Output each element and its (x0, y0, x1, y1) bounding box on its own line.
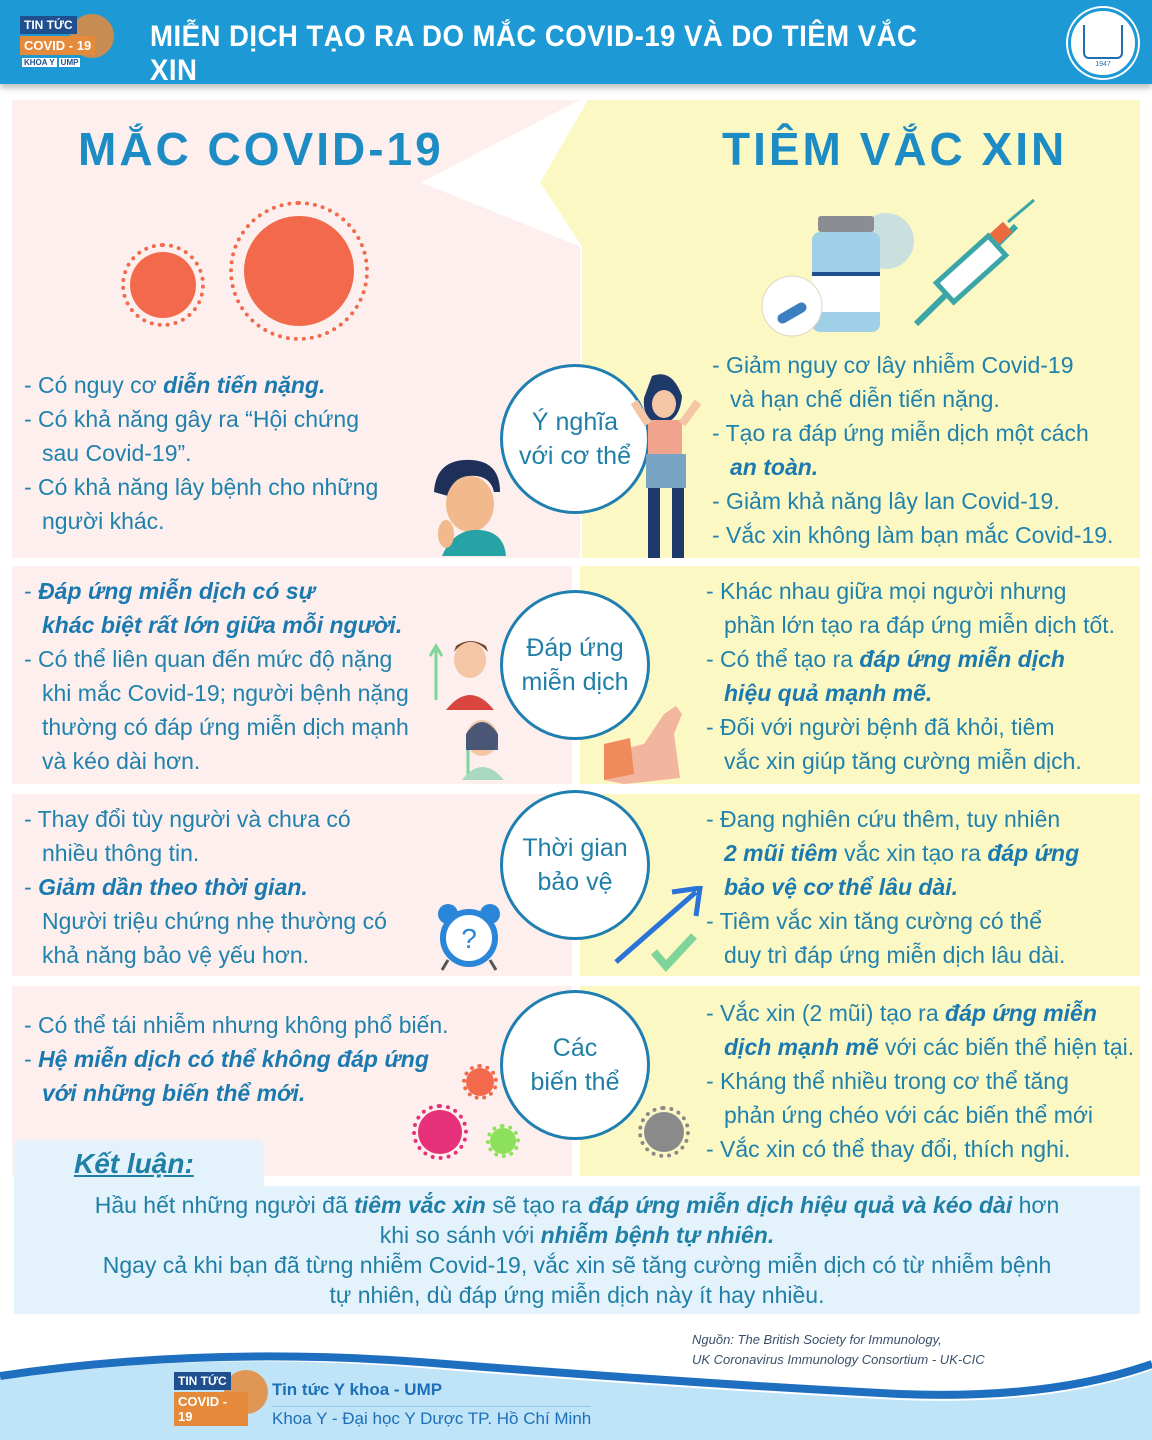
list-item (706, 836, 1079, 870)
list-item: khả năng bảo vệ yếu hơn. (42, 942, 310, 968)
label-line-1: Ý nghĩa (531, 408, 619, 436)
row-2-left-text (24, 574, 409, 778)
row-1-left-text (24, 368, 378, 538)
text-emphasis: đáp ứng miễn (945, 1000, 1097, 1026)
text-emphasis: khác biệt rất lớn giữa mỗi người. (42, 612, 403, 638)
text-plain: - Vắc xin (2 mũi) tạo ra (706, 1000, 946, 1026)
header-banner (0, 0, 1152, 87)
text-emphasis: với những biến thể mới. (42, 1080, 306, 1106)
list-item: - Tiêm vắc xin tăng cường có thể (706, 908, 1043, 934)
badge-line-2: COVID - 19 (20, 36, 95, 55)
list-item: và hạn chế diễn tiến nặng. (730, 386, 1000, 412)
row-4-right-text (706, 996, 1134, 1166)
row-4-label-circle (500, 990, 650, 1140)
list-item: - Tạo ra đáp ứng miễn dịch một cách (712, 420, 1089, 446)
text-emphasis: nhiễm bệnh tự nhiên. (540, 1222, 775, 1248)
row-2-right-text (706, 574, 1115, 778)
source-line-2: UK Coronavirus Immunology Consortium - UK-CIC (692, 1352, 985, 1367)
label-line-1: Thời gian (522, 834, 628, 862)
left-column-title: MẮC COVID-19 (78, 123, 444, 175)
text-emphasis: Giảm dần theo thời gian. (38, 874, 308, 900)
text-emphasis: Hệ miễn dịch có thể không đáp ứng (38, 1046, 429, 1072)
list-item: - Khác nhau giữa mọi người nhưng (706, 578, 1067, 604)
label-line-1: Các (552, 1034, 598, 1062)
label-line-1: Đáp ứng (526, 634, 624, 662)
list-item: vắc xin giúp tăng cường miễn dịch. (724, 748, 1082, 774)
source-line-1: Nguồn: The British Society for Immunology, (692, 1332, 942, 1347)
label-line-2: miễn dịch (521, 668, 629, 696)
text-emphasis: dịch mạnh mẽ (724, 1034, 879, 1060)
badge-ump: UMP (60, 58, 79, 67)
list-item: sau Covid-19”. (42, 440, 192, 466)
row-4-left-text (24, 1008, 449, 1110)
book-icon (1083, 25, 1123, 59)
list-item: - Thay đổi tùy người và chưa có (24, 806, 351, 832)
label-line-2: với cơ thể (519, 442, 631, 470)
text-emphasis: 2 mũi tiêm (724, 840, 838, 866)
row-1-label-circle (500, 364, 650, 514)
list-item: - Đang nghiên cứu thêm, tuy nhiên (706, 806, 1061, 832)
svg-text:?: ? (461, 923, 477, 954)
list-item: - Có khả năng lây bệnh cho những (24, 474, 379, 500)
orange-variant-virus-icon (466, 1068, 494, 1096)
list-item: - Giảm khả năng lây lan Covid-19. (712, 488, 1060, 514)
text-plain: - (24, 1046, 39, 1072)
row-3-left-text (24, 802, 387, 972)
footer-subtitle: Khoa Y - Đại học Y Dược TP. Hồ Chí Minh (272, 1406, 591, 1429)
right-column-title: TIÊM VẮC XIN (722, 123, 1068, 175)
coughing-man-illustration-icon (424, 452, 510, 556)
list-item (24, 1076, 449, 1110)
up-arrow-checkmark-icon (610, 886, 710, 972)
list-item (24, 574, 409, 608)
grey-variant-virus-icon (644, 1112, 684, 1152)
alarm-clock-question-icon (434, 900, 504, 972)
text-plain: sẽ tạo ra (485, 1192, 589, 1218)
list-item (24, 368, 378, 402)
text-emphasis: đáp ứng miễn dịch hiệu quả và kéo dài (588, 1192, 1013, 1218)
list-item (706, 642, 1115, 676)
text-emphasis: an toàn. (730, 454, 819, 480)
list-item: khi mắc Covid-19; người bệnh nặng (42, 680, 409, 706)
list-item: duy trì đáp ứng miễn dịch lâu dài. (724, 942, 1066, 968)
list-item: - Đối với người bệnh đã khỏi, tiêm (706, 714, 1055, 740)
conclusion-line-2 (14, 1220, 1140, 1250)
list-item: Người triệu chứng nhẹ thường có (42, 908, 387, 934)
text-plain: với các biến thể hiện tại. (878, 1034, 1135, 1060)
list-item: - Vắc xin có thể thay đổi, thích nghi. (706, 1136, 1071, 1162)
page-title: MIỄN DỊCH TẠO RA DO MẮC COVID-19 VÀ DO TIÊM VẮC XIN (150, 20, 918, 87)
conclusion-heading: Kết luận: (74, 1148, 194, 1179)
conclusion-line-4: tự nhiên, dù đáp ứng miễn dịch này ít hay nhiều. (329, 1282, 825, 1308)
pink-variant-virus-icon (418, 1110, 462, 1154)
text-emphasis: Đáp ứng miễn dịch có sự (38, 578, 315, 604)
list-item (706, 1030, 1134, 1064)
badge-line-1: TIN TỨC (174, 1372, 231, 1390)
list-item: - Có thể liên quan đến mức độ nặng (24, 646, 393, 672)
row-1-right-text (712, 348, 1113, 552)
list-item (712, 450, 1113, 484)
list-item: - Kháng thể nhiều trong cơ thể tăng (706, 1068, 1069, 1094)
list-item: thường có đáp ứng miễn dịch mạnh (42, 714, 409, 740)
row-3-right-text (706, 802, 1079, 972)
text-plain: - (24, 874, 39, 900)
list-item (24, 870, 387, 904)
label-line-2: biến thể (530, 1068, 620, 1096)
text-emphasis: bảo vệ cơ thể lâu dài. (724, 874, 959, 900)
text-plain: Hầu hết những người đã (94, 1192, 355, 1218)
university-logo-icon (1068, 8, 1138, 78)
coronavirus-large-icon (244, 216, 354, 326)
text-emphasis: diễn tiến nặng. (163, 372, 326, 398)
list-item (706, 676, 1115, 710)
list-item (706, 996, 1134, 1030)
badge-khoa-y: KHOA Y (24, 58, 55, 67)
list-item: - Có thể tái nhiễm nhưng không phổ biến. (24, 1012, 449, 1038)
text-plain: khi so sánh với (379, 1222, 541, 1248)
badge-line-2: COVID - 19 (174, 1392, 248, 1426)
footer-title: Tin tức Y khoa - UMP (272, 1380, 443, 1399)
list-item (24, 1042, 449, 1076)
list-item: phản ứng chéo với các biến thể mới (724, 1102, 1094, 1128)
conclusion-text (14, 1190, 1140, 1310)
label-line-2: bảo vệ (537, 868, 613, 896)
text-emphasis: hiệu quả mạnh mẽ. (724, 680, 933, 706)
green-variant-virus-icon (490, 1128, 516, 1154)
list-item: - Có khả năng gây ra “Hội chứng (24, 406, 360, 432)
list-item: người khác. (42, 508, 165, 534)
strong-woman-illustration-icon (630, 372, 710, 558)
conclusion-line-1 (14, 1190, 1140, 1220)
badge-line-3 (20, 58, 80, 67)
text-plain: - (24, 578, 39, 604)
list-item (24, 608, 409, 642)
conclusion-line-3: Ngay cả khi bạn đã từng nhiễm Covid-19, vắc xin sẽ tăng cường miễn dịch có từ nhiễm bệnh (102, 1252, 1052, 1278)
covid-news-badge-logo (14, 10, 110, 76)
text-plain: - Có thể tạo ra (706, 646, 860, 672)
text-emphasis: đáp ứng (987, 840, 1080, 866)
footer-covid-news-logo (168, 1366, 248, 1422)
people-immune-response-illustration-icon (426, 630, 506, 780)
list-item: phần lớn tạo ra đáp ứng miễn dịch tốt. (724, 612, 1116, 638)
badge-line-1: TIN TỨC (20, 16, 77, 34)
source-citation (692, 1330, 985, 1370)
text-plain: hơn (1012, 1192, 1060, 1218)
flexed-arm-muscle-icon (604, 694, 694, 784)
list-item: nhiều thông tin. (42, 840, 200, 866)
logo-year: 1947 (1095, 61, 1111, 68)
list-item: - Vắc xin không làm bạn mắc Covid-19. (712, 522, 1114, 548)
text-plain: - Có nguy cơ (24, 372, 164, 398)
text-plain: vắc xin tạo ra (837, 840, 988, 866)
list-item (706, 870, 1079, 904)
list-item: - Giảm nguy cơ lây nhiễm Covid-19 (712, 352, 1074, 378)
text-emphasis: tiêm vắc xin (354, 1192, 486, 1218)
vaccine-vial-and-syringe-icon (756, 196, 1056, 346)
list-item: và kéo dài hơn. (42, 748, 201, 774)
coronavirus-small-icon (130, 252, 196, 318)
text-emphasis: đáp ứng miễn dịch (859, 646, 1065, 672)
